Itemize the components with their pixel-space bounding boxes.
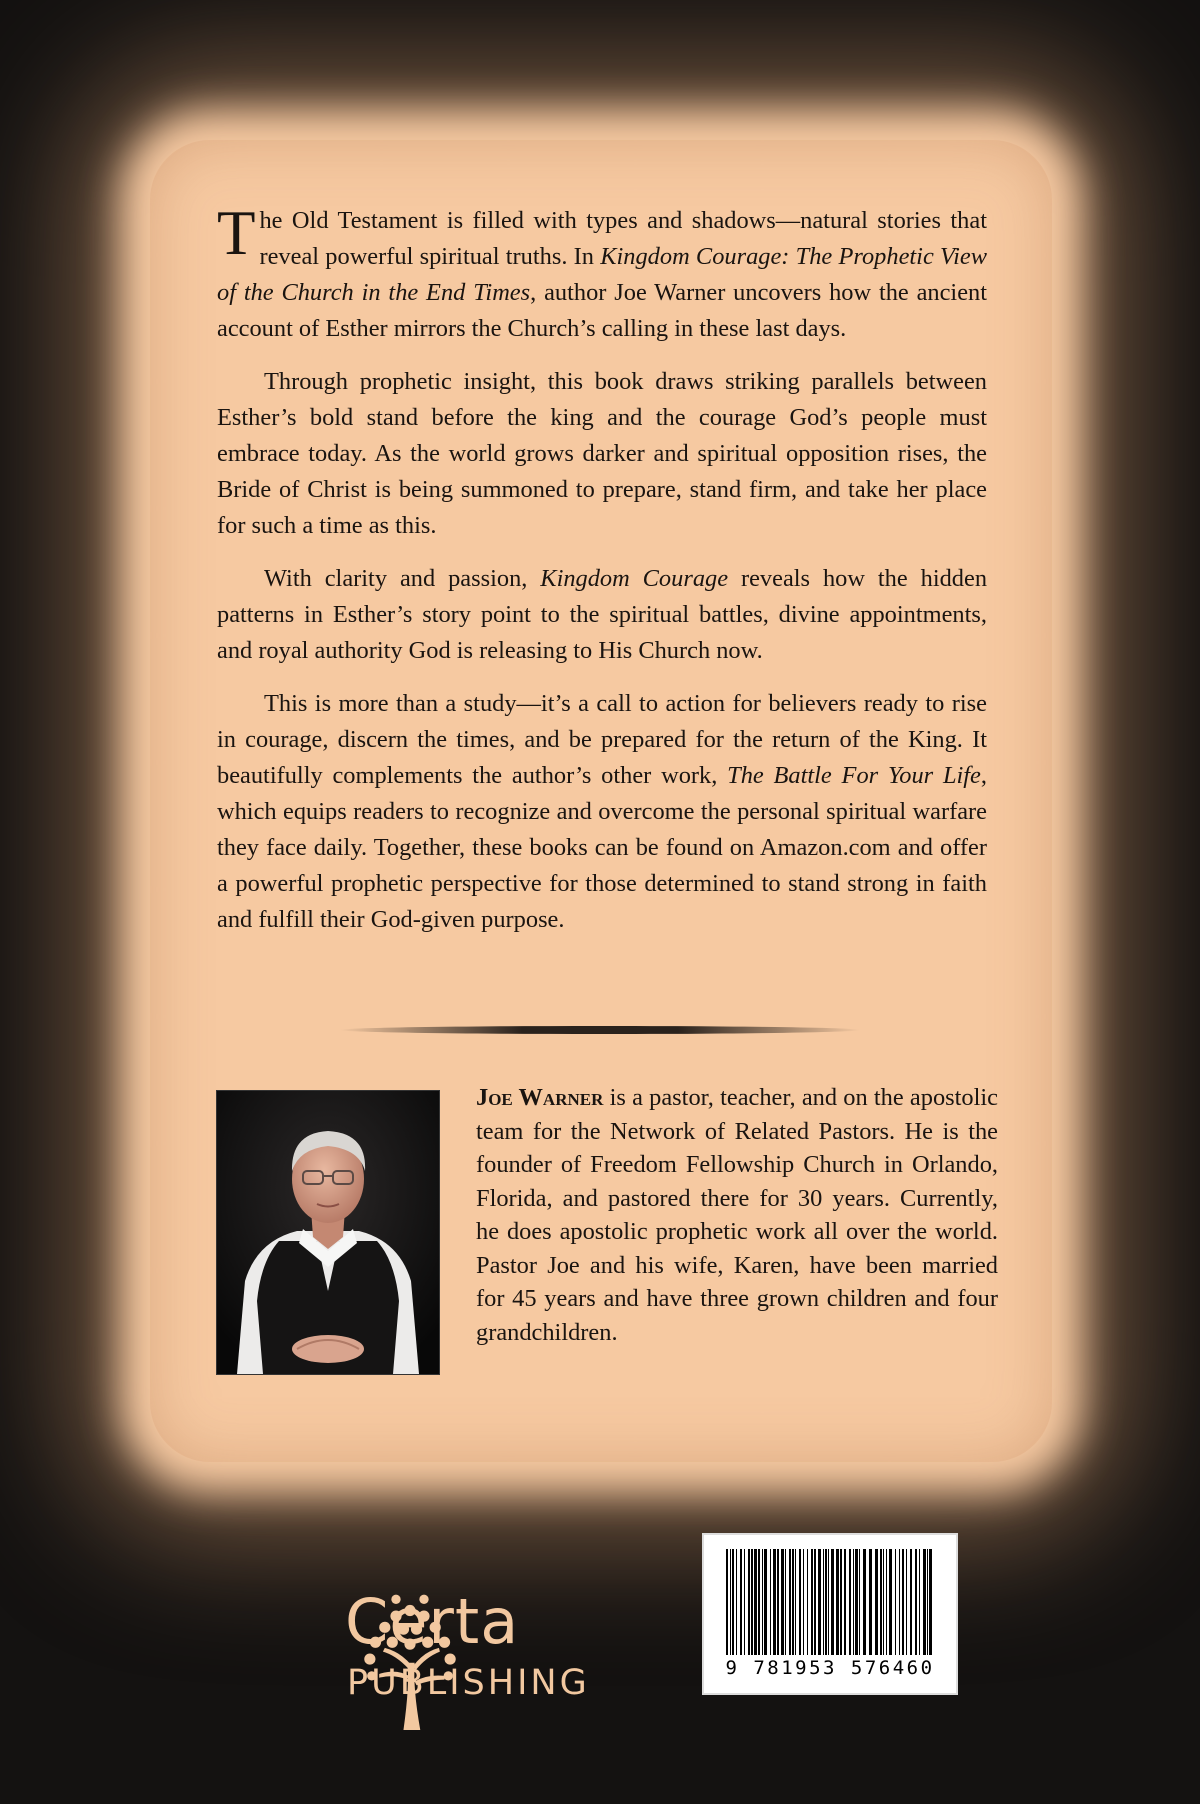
description-paragraph-2: Through prophetic insight, this book draws striking parallels between Esther’s bold stand before the king and the courage God’s people must embrace today. As the world grows darker and spiritual opposition rises, the Bride of Christ is being summoned to prepare, stand firm, and take her place for such a time as this.	[217, 368, 987, 539]
author-bio-text: is a pastor, teacher, and on the apostolic team for the Network of Related Pastors. He is the founder of Freedom Fellowship Church in Orlando, Florida, and pastored there for 30 years. Currently, he does apostolic prophetic work all over the world. Pastor Joe and his wife, Karen, have been married for 45 years and have three grown children and four grandchildren.	[476, 1084, 998, 1346]
description-paragraph-1	[217, 198, 988, 347]
isbn-number: 9 781953 576460	[725, 1657, 935, 1679]
p3-text-a: With clarity and passion,	[264, 565, 541, 592]
p1-text-a: he Old Testament is filled with types and shadows—natural stories that reveal powerful spiritual truths. In	[259, 207, 987, 270]
other-book-title: The Battle For Your Life	[727, 762, 981, 789]
description-paragraph-3	[217, 561, 987, 669]
book-title-short: Kingdom Courage	[540, 565, 729, 592]
p4-text-a: This is more than a study—it’s a call to action for believers ready to rise in courage, discern the times, and be prepared for the return of the King. It beautifully complements the author’s other work,	[217, 690, 987, 789]
book-title-full: Kingdom Courage: The Prophetic View of the Church in the End Times	[217, 243, 987, 306]
book-description	[217, 198, 988, 955]
isbn-barcode	[702, 1533, 958, 1695]
publisher-name: Certa	[345, 1585, 520, 1658]
description-paragraph-4	[217, 686, 987, 938]
p1-text-b: , author Joe Warner uncovers how the ancient account of Esther mirrors the Church’s calling in these last days.	[217, 279, 988, 342]
author-name: Joe Warner	[476, 1084, 604, 1111]
author-photo	[216, 1090, 440, 1375]
author-bio	[476, 1081, 998, 1349]
p4-text-b: , which equips readers to recognize and overcome the personal spiritual warfare they face daily. Together, these books can be found on Amazon.com and offer a powerful prophetic perspective for those determined to stand strong in faith and fulfill their God-given purpose.	[217, 762, 987, 933]
publisher-subtitle: PUBLISHING	[347, 1663, 590, 1703]
section-divider	[340, 1026, 860, 1034]
author-portrait-icon	[217, 1091, 439, 1374]
p3-text-b: reveals how the hidden patterns in Esther’s story point to the spiritual battles, divine appointments, and royal authority God is releasing to His Church now.	[217, 565, 988, 664]
drop-cap: T	[217, 198, 256, 268]
